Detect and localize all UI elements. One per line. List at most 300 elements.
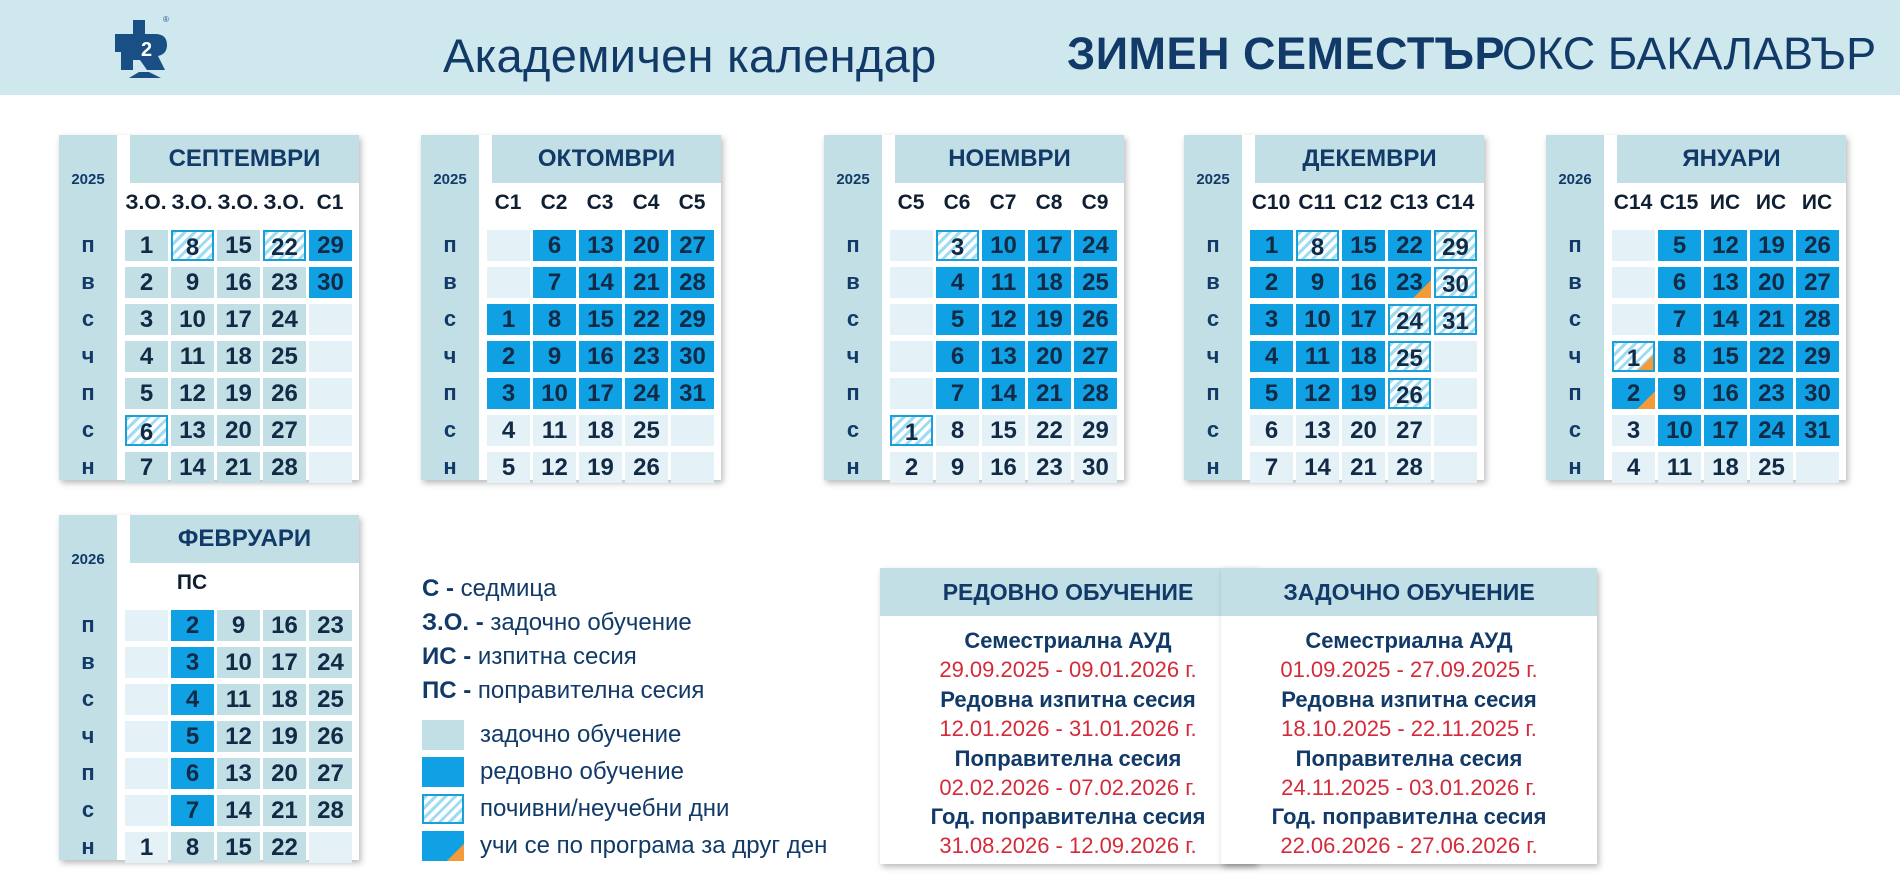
weekday-label: п xyxy=(846,232,860,257)
day-cell: 12 xyxy=(982,304,1025,335)
week-label: С7 xyxy=(989,191,1017,214)
day-cell: 2 xyxy=(487,341,530,372)
period-dates: 01.09.2025 - 27.09.2025 г. xyxy=(1280,657,1538,682)
weekday-label: с xyxy=(443,306,457,331)
empty-cell xyxy=(890,304,933,335)
month-year: 2025 xyxy=(836,171,870,188)
day-cell: 23 xyxy=(263,267,306,298)
period-dates: 24.11.2025 - 03.01.2026 г. xyxy=(1281,775,1537,800)
day-cell: 6 xyxy=(533,230,576,261)
period-dates: 31.08.2026 - 12.09.2026 г. xyxy=(939,833,1197,858)
day-cell: 17 xyxy=(1342,304,1385,335)
abbrev-makeup-session: ПС - поправителна сесия xyxy=(422,677,705,704)
day-cell: 3 xyxy=(487,378,530,409)
day-cell: 28 xyxy=(309,795,352,826)
full-time-info-box xyxy=(880,568,1256,864)
weekday-label: ч xyxy=(1206,343,1220,368)
day-cell: 13 xyxy=(982,341,1025,372)
abbrev-text: поправителна сесия xyxy=(477,677,705,704)
week-label: С14 xyxy=(1613,191,1653,214)
day-cell: 14 xyxy=(579,267,622,298)
weekday-label: п xyxy=(81,760,95,785)
weekday-label: н xyxy=(1206,454,1220,479)
period-dates: 02.02.2026 - 07.02.2026 г. xyxy=(939,775,1197,800)
day-cell: 21 xyxy=(217,452,260,483)
day-cell: 12 xyxy=(1704,230,1747,261)
weekday-label: п xyxy=(846,380,860,405)
day-cell: 21 xyxy=(263,795,306,826)
month-year: 2025 xyxy=(433,171,467,188)
day-cell: 26 xyxy=(1074,304,1117,335)
day-cell: 20 xyxy=(263,758,306,789)
day-cell: 26 xyxy=(309,721,352,752)
day-cell: 25 xyxy=(1750,452,1793,483)
day-cell: 3 xyxy=(171,647,214,678)
day-cell: 6 xyxy=(1658,267,1701,298)
day-cell: 26 xyxy=(1388,378,1431,409)
empty-cell xyxy=(487,230,530,261)
day-cell: 25 xyxy=(1388,341,1431,372)
abbrev-text: изпитна сесия xyxy=(477,643,637,670)
empty-cell xyxy=(890,341,933,372)
day-cell: 29 xyxy=(1434,230,1477,261)
day-cell: 25 xyxy=(1074,267,1117,298)
empty-cell xyxy=(1796,452,1839,483)
day-cell: 10 xyxy=(1658,415,1701,446)
week-label: С10 xyxy=(1251,191,1291,214)
weekday-label: н xyxy=(443,454,457,479)
empty-cell xyxy=(309,304,352,335)
weekday-label: с xyxy=(1206,306,1220,331)
weekday-label: с xyxy=(81,797,95,822)
week-label: С9 xyxy=(1081,191,1109,214)
weekday-label: в xyxy=(846,269,860,294)
day-cell: 22 xyxy=(1388,230,1431,261)
abbrev-part-time: З.О. - задочно обучение xyxy=(422,609,692,636)
day-cell: 19 xyxy=(579,452,622,483)
day-cell: 2 xyxy=(171,610,214,641)
day-cell: 31 xyxy=(671,378,714,409)
weekday-label: п xyxy=(443,380,457,405)
month-calendar-november xyxy=(824,135,1124,480)
legend-swatch-holiday xyxy=(422,794,464,824)
week-label: С2 xyxy=(540,191,568,214)
day-cell: 5 xyxy=(487,452,530,483)
day-cell: 20 xyxy=(1028,341,1071,372)
abbrev-exam-session: ИС - изпитна сесия xyxy=(422,643,637,670)
day-cell: 21 xyxy=(1750,304,1793,335)
legend-label-part-time: задочно обучение xyxy=(480,721,682,748)
day-cell: 7 xyxy=(936,378,979,409)
day-cell: 19 xyxy=(1342,378,1385,409)
day-cell: 27 xyxy=(671,230,714,261)
legend-label-full-time: редовно обучение xyxy=(480,758,684,785)
day-cell: 7 xyxy=(125,452,168,483)
day-cell: 14 xyxy=(171,452,214,483)
day-cell: 21 xyxy=(625,267,668,298)
weekday-label: с xyxy=(1206,417,1220,442)
weekday-label: в xyxy=(1568,269,1582,294)
empty-cell xyxy=(671,452,714,483)
month-name: СЕПТЕМВРИ xyxy=(130,135,359,183)
day-cell: 23 xyxy=(1750,378,1793,409)
weekday-label: в xyxy=(81,649,95,674)
day-cell: 7 xyxy=(1658,304,1701,335)
period-label: Семестриална АУД xyxy=(1305,628,1513,653)
month-calendar-december xyxy=(1184,135,1484,480)
day-cell: 15 xyxy=(982,415,1025,446)
empty-cell xyxy=(125,758,168,789)
day-cell: 26 xyxy=(625,452,668,483)
empty-cell xyxy=(309,415,352,446)
weekday-label: п xyxy=(1206,232,1220,257)
day-cell: 13 xyxy=(171,415,214,446)
week-header-band xyxy=(117,563,359,602)
month-year: 2026 xyxy=(71,551,105,568)
empty-cell xyxy=(1612,267,1655,298)
day-cell: 15 xyxy=(579,304,622,335)
month-calendar-january xyxy=(1546,135,1846,480)
period-label: Редовна изпитна сесия xyxy=(1281,687,1537,712)
day-cell: 23 xyxy=(1028,452,1071,483)
day-cell: 23 xyxy=(1388,267,1431,298)
weekday-label: п xyxy=(1568,380,1582,405)
day-cell: 25 xyxy=(263,341,306,372)
day-cell: 18 xyxy=(1342,341,1385,372)
day-cell: 20 xyxy=(217,415,260,446)
day-cell: 11 xyxy=(171,341,214,372)
weekday-label: с xyxy=(81,306,95,331)
day-cell: 3 xyxy=(936,230,979,261)
empty-cell xyxy=(1434,452,1477,483)
week-label: С3 xyxy=(586,191,614,214)
day-cell: 8 xyxy=(1296,230,1339,261)
degree-title: ОКС БАКАЛАВЪР xyxy=(1502,28,1877,79)
day-cell: 29 xyxy=(309,230,352,261)
day-cell: 17 xyxy=(1028,230,1071,261)
day-cell: 4 xyxy=(1612,452,1655,483)
weekday-label: н xyxy=(81,454,95,479)
abbrev-text: задочно обучение xyxy=(490,609,692,636)
day-cell: 2 xyxy=(125,267,168,298)
weekday-label: ч xyxy=(81,723,95,748)
abbrev-key: С xyxy=(422,575,440,602)
month-name: ФЕВРУАРИ xyxy=(130,515,359,563)
month-calendar-september xyxy=(59,135,359,480)
period-label: Поправителна сесия xyxy=(1295,746,1523,771)
week-label: З.О. xyxy=(125,191,167,214)
week-label: С14 xyxy=(1435,191,1475,214)
week-label: С15 xyxy=(1659,191,1699,214)
day-cell: 19 xyxy=(217,378,260,409)
day-cell: 12 xyxy=(217,721,260,752)
day-cell: 15 xyxy=(1342,230,1385,261)
day-cell: 15 xyxy=(217,832,260,863)
day-cell: 14 xyxy=(982,378,1025,409)
day-cell: 29 xyxy=(1074,415,1117,446)
weekday-label: п xyxy=(1206,380,1220,405)
day-cell: 18 xyxy=(1704,452,1747,483)
day-cell: 17 xyxy=(217,304,260,335)
day-cell: 24 xyxy=(1750,415,1793,446)
day-cell: 24 xyxy=(263,304,306,335)
month-name: ДЕКЕМВРИ xyxy=(1255,135,1484,183)
day-cell: 16 xyxy=(1342,267,1385,298)
page-title: Академичен календар xyxy=(443,29,937,82)
legend-swatch-part-time xyxy=(422,720,464,750)
period-dates: 18.10.2025 - 22.11.2025 г. xyxy=(1281,716,1537,741)
day-cell: 8 xyxy=(936,415,979,446)
legend-label-other-day: учи се по програма за друг ден xyxy=(480,832,828,859)
abbrev-key: З.О. xyxy=(422,609,470,636)
week-label: З.О. xyxy=(263,191,305,214)
weekday-label: п xyxy=(443,232,457,257)
day-cell: 5 xyxy=(1250,378,1293,409)
day-cell: 4 xyxy=(171,684,214,715)
day-cell: 7 xyxy=(171,795,214,826)
day-cell: 4 xyxy=(1250,341,1293,372)
day-cell: 22 xyxy=(1750,341,1793,372)
legend-label-holiday: почивни/неучебни дни xyxy=(480,795,730,822)
day-cell: 2 xyxy=(890,452,933,483)
day-cell: 25 xyxy=(309,684,352,715)
day-cell: 14 xyxy=(1296,452,1339,483)
day-cell: 4 xyxy=(487,415,530,446)
day-cell: 21 xyxy=(1342,452,1385,483)
day-cell: 29 xyxy=(1796,341,1839,372)
day-cell: 9 xyxy=(936,452,979,483)
weekday-label: в xyxy=(81,269,95,294)
weekday-label: п xyxy=(1568,232,1582,257)
day-cell: 11 xyxy=(217,684,260,715)
day-cell: 24 xyxy=(309,647,352,678)
empty-cell xyxy=(1434,415,1477,446)
month-name: ОКТОМВРИ xyxy=(492,135,721,183)
period-label: Семестриална АУД xyxy=(964,628,1172,653)
day-cell: 12 xyxy=(1296,378,1339,409)
day-cell: 14 xyxy=(217,795,260,826)
day-cell: 19 xyxy=(263,721,306,752)
day-cell: 1 xyxy=(125,832,168,863)
day-cell: 13 xyxy=(217,758,260,789)
month-calendar-february xyxy=(59,515,359,860)
weekday-label: н xyxy=(81,834,95,859)
day-cell: 13 xyxy=(1296,415,1339,446)
abbrev-text: седмица xyxy=(460,575,557,602)
empty-cell xyxy=(309,832,352,863)
day-cell: 10 xyxy=(1296,304,1339,335)
day-cell: 25 xyxy=(625,415,668,446)
day-cell: 6 xyxy=(125,415,168,446)
day-cell: 19 xyxy=(1028,304,1071,335)
legend-swatch-full-time xyxy=(422,757,464,787)
day-cell: 18 xyxy=(579,415,622,446)
day-cell: 26 xyxy=(263,378,306,409)
day-cell: 16 xyxy=(217,267,260,298)
day-cell: 30 xyxy=(671,341,714,372)
weekday-label: с xyxy=(81,686,95,711)
day-cell: 1 xyxy=(1250,230,1293,261)
empty-cell xyxy=(1434,341,1477,372)
day-cell: 28 xyxy=(263,452,306,483)
day-cell: 12 xyxy=(533,452,576,483)
weekday-label: с xyxy=(1568,306,1582,331)
day-cell: 11 xyxy=(533,415,576,446)
day-cell: 21 xyxy=(1028,378,1071,409)
abbrev-key: ИС xyxy=(422,643,457,670)
period-label: Год. поправителна сесия xyxy=(1271,804,1547,829)
day-cell: 10 xyxy=(982,230,1025,261)
day-cell: 7 xyxy=(533,267,576,298)
day-cell: 24 xyxy=(625,378,668,409)
week-label: З.О. xyxy=(171,191,213,214)
semester-title: ЗИМЕН СЕМЕСТЪР xyxy=(1067,28,1506,79)
day-cell: 2 xyxy=(1612,378,1655,409)
day-cell: 9 xyxy=(533,341,576,372)
day-cell: 5 xyxy=(125,378,168,409)
part-time-info-box xyxy=(1221,568,1597,864)
weekday-label: ч xyxy=(846,343,860,368)
week-label: С1 xyxy=(316,191,344,214)
week-label: З.О. xyxy=(217,191,259,214)
empty-cell xyxy=(309,378,352,409)
abbrev-key: ПС xyxy=(422,677,457,704)
day-cell: 17 xyxy=(579,378,622,409)
day-cell: 27 xyxy=(263,415,306,446)
week-label: С1 xyxy=(494,191,522,214)
empty-cell xyxy=(309,452,352,483)
empty-cell xyxy=(1434,378,1477,409)
empty-cell xyxy=(125,647,168,678)
day-cell: 22 xyxy=(1028,415,1071,446)
day-cell: 16 xyxy=(982,452,1025,483)
day-cell: 11 xyxy=(1658,452,1701,483)
week-label: ИС xyxy=(1755,191,1787,214)
day-cell: 31 xyxy=(1434,304,1477,335)
day-cell: 27 xyxy=(1388,415,1431,446)
period-label: Поправителна сесия xyxy=(954,746,1182,771)
day-cell: 10 xyxy=(533,378,576,409)
day-cell: 27 xyxy=(1796,267,1839,298)
day-cell: 16 xyxy=(1704,378,1747,409)
day-cell: 9 xyxy=(1658,378,1701,409)
empty-cell xyxy=(125,610,168,641)
period-label: Редовна изпитна сесия xyxy=(940,687,1196,712)
empty-cell xyxy=(125,684,168,715)
weekday-label: ч xyxy=(1568,343,1582,368)
svg-text:2: 2 xyxy=(141,39,153,61)
day-cell: 12 xyxy=(171,378,214,409)
day-cell: 9 xyxy=(217,610,260,641)
day-cell: 18 xyxy=(217,341,260,372)
day-cell: 3 xyxy=(1612,415,1655,446)
period-dates: 22.06.2026 - 27.06.2026 г. xyxy=(1280,833,1538,858)
day-cell: 1 xyxy=(890,415,933,446)
day-cell: 23 xyxy=(309,610,352,641)
day-cell: 17 xyxy=(1704,415,1747,446)
day-cell: 1 xyxy=(1612,341,1655,372)
day-cell: 9 xyxy=(1296,267,1339,298)
day-cell: 1 xyxy=(487,304,530,335)
period-dates: 12.01.2026 - 31.01.2026 г. xyxy=(939,716,1197,741)
month-name: НОЕМВРИ xyxy=(895,135,1124,183)
day-cell: 28 xyxy=(1388,452,1431,483)
empty-cell xyxy=(890,230,933,261)
day-cell: 2 xyxy=(1250,267,1293,298)
legend-swatch-other-day xyxy=(422,831,464,861)
week-label: ИС xyxy=(1801,191,1833,214)
weekday-label: с xyxy=(846,306,860,331)
day-cell: 7 xyxy=(1250,452,1293,483)
day-cell: 28 xyxy=(1074,378,1117,409)
day-cell: 20 xyxy=(625,230,668,261)
svg-text:®: ® xyxy=(163,15,169,24)
month-name: ЯНУАРИ xyxy=(1617,135,1846,183)
day-cell: 4 xyxy=(936,267,979,298)
week-label: С13 xyxy=(1389,191,1429,214)
day-cell: 15 xyxy=(217,230,260,261)
weekday-label: ч xyxy=(81,343,95,368)
day-cell: 20 xyxy=(1750,267,1793,298)
month-calendar-october xyxy=(421,135,721,480)
day-cell: 16 xyxy=(579,341,622,372)
day-cell: 4 xyxy=(125,341,168,372)
day-cell: 18 xyxy=(263,684,306,715)
day-cell: 1 xyxy=(125,230,168,261)
day-cell: 22 xyxy=(263,230,306,261)
weekday-label: с xyxy=(443,417,457,442)
day-cell: 29 xyxy=(671,304,714,335)
weekday-label: с xyxy=(1568,417,1582,442)
day-cell: 30 xyxy=(1434,267,1477,298)
empty-cell xyxy=(890,378,933,409)
empty-cell xyxy=(671,415,714,446)
day-cell: 8 xyxy=(533,304,576,335)
weekday-label: в xyxy=(443,269,457,294)
weekday-label: п xyxy=(81,612,95,637)
empty-cell xyxy=(125,721,168,752)
weekday-label: с xyxy=(81,417,95,442)
day-cell: 16 xyxy=(263,610,306,641)
empty-cell xyxy=(1612,230,1655,261)
day-cell: 27 xyxy=(1074,341,1117,372)
week-label: С11 xyxy=(1298,191,1336,214)
week-label: С5 xyxy=(897,191,925,214)
empty-cell xyxy=(890,267,933,298)
week-label: С5 xyxy=(678,191,706,214)
day-cell: 31 xyxy=(1796,415,1839,446)
day-cell: 3 xyxy=(1250,304,1293,335)
day-cell: 30 xyxy=(309,267,352,298)
day-cell: 8 xyxy=(171,230,214,261)
week-label: С6 xyxy=(943,191,971,214)
period-dates: 29.09.2025 - 09.01.2026 г. xyxy=(939,657,1197,682)
empty-cell xyxy=(309,341,352,372)
day-cell: 10 xyxy=(217,647,260,678)
day-cell: 6 xyxy=(1250,415,1293,446)
day-cell: 28 xyxy=(1796,304,1839,335)
weekday-label: н xyxy=(846,454,860,479)
weekday-label: в xyxy=(1206,269,1220,294)
day-cell: 11 xyxy=(982,267,1025,298)
day-cell: 8 xyxy=(171,832,214,863)
day-cell: 30 xyxy=(1796,378,1839,409)
month-year: 2025 xyxy=(1196,171,1230,188)
day-cell: 5 xyxy=(936,304,979,335)
day-cell: 23 xyxy=(625,341,668,372)
day-cell: 15 xyxy=(1704,341,1747,372)
empty-cell xyxy=(125,795,168,826)
